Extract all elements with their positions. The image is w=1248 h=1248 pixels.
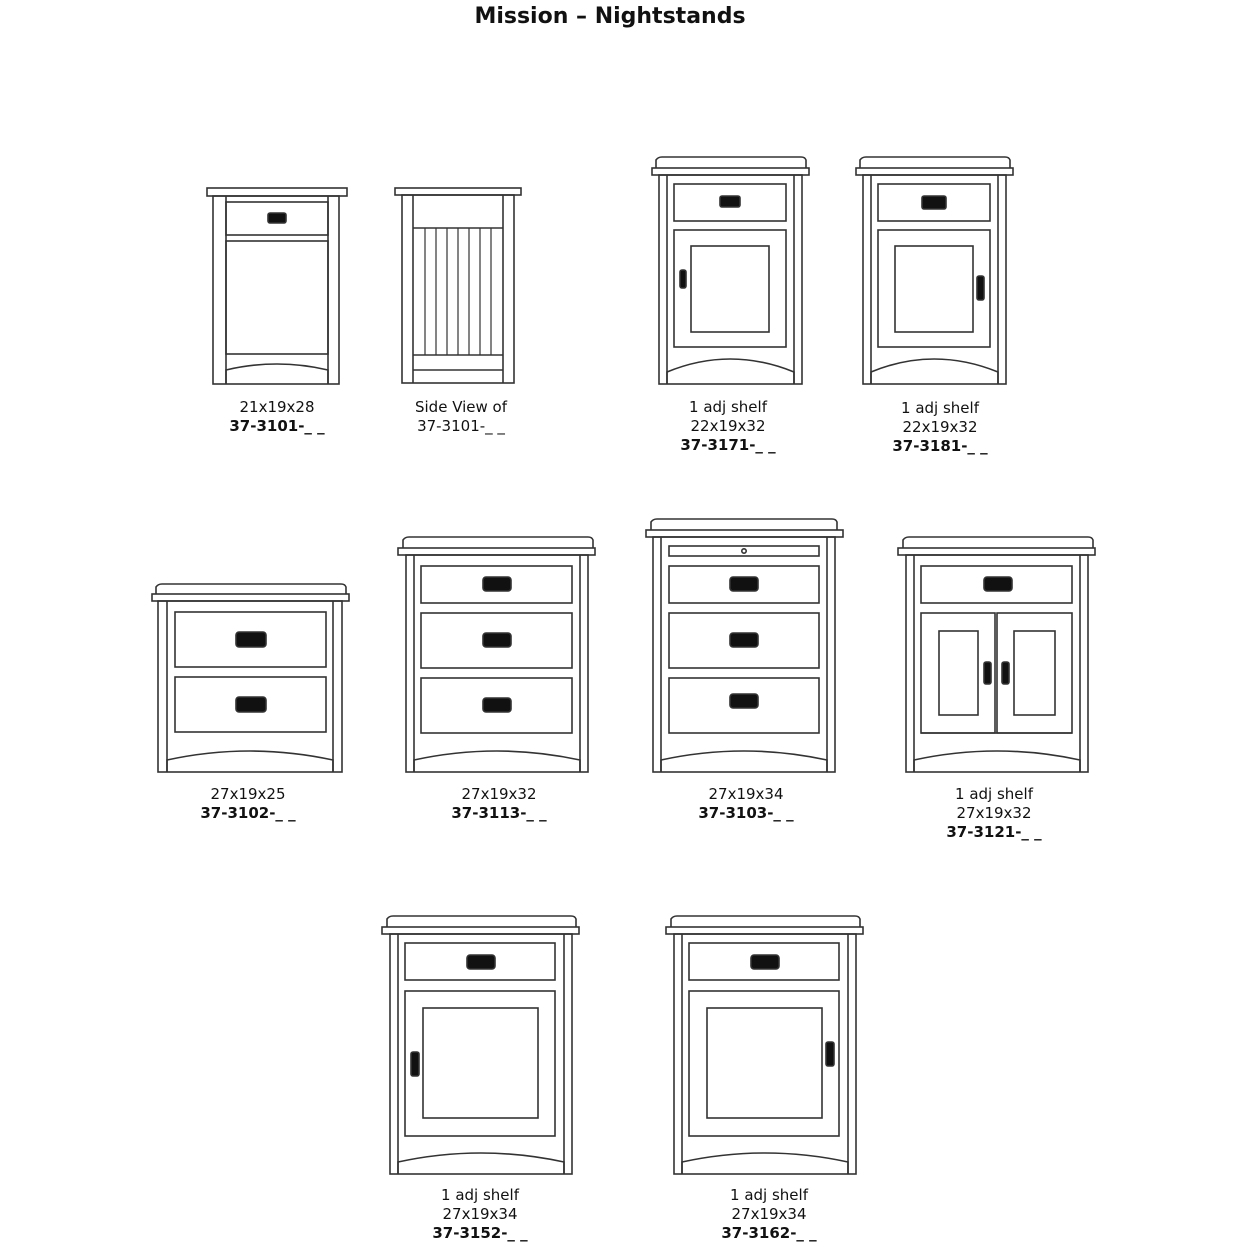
caption-line: 27x19x34: [708, 785, 784, 803]
nightstand-37-3101-drawing: [207, 188, 347, 384]
caption-line: 1 adj shelf: [730, 1186, 808, 1204]
nightstand-37-3102-drawing: [152, 584, 349, 772]
caption-37-3113: [389, 785, 609, 823]
page-title: Mission – Nightstands: [474, 4, 746, 29]
caption-line: 37-3101-_ _: [417, 417, 505, 435]
product-code: 37-3121-_ _: [946, 823, 1042, 841]
caption-line: 27x19x34: [442, 1205, 518, 1223]
caption-line: 1 adj shelf: [901, 399, 979, 417]
caption-line: 22x19x32: [902, 418, 978, 436]
product-code: 37-3162-_ _: [721, 1224, 817, 1242]
caption-37-3162: [659, 1186, 879, 1243]
nightstand-37-3103-drawing: [646, 519, 843, 772]
product-code: 37-3113-_ _: [451, 804, 547, 822]
caption-line: 27x19x32: [956, 804, 1032, 822]
product-code: 37-3181-_ _: [892, 437, 988, 455]
caption-line: 1 adj shelf: [689, 398, 767, 416]
caption-37-3102: [138, 785, 358, 823]
nightstand-37-3181-drawing: [856, 157, 1013, 384]
caption-line: Side View of: [414, 398, 508, 416]
nightstand-37-3152-drawing: [382, 916, 579, 1174]
caption-line: 27x19x32: [461, 785, 537, 803]
product-code: 37-3103-_ _: [698, 804, 794, 822]
product-code: 37-3152-_ _: [432, 1224, 528, 1242]
caption-line: 27x19x34: [731, 1205, 807, 1223]
nightstand-side-view-drawing: [395, 188, 521, 383]
nightstand-37-3113-drawing: [398, 537, 595, 772]
caption-line: 27x19x25: [210, 785, 286, 803]
caption-side-view: [351, 398, 571, 436]
caption-37-3121: [884, 785, 1104, 842]
product-code: 37-3102-_ _: [200, 804, 296, 822]
caption-37-3152: [370, 1186, 590, 1243]
caption-line: 1 adj shelf: [955, 785, 1033, 803]
nightstand-37-3171-drawing: [652, 157, 809, 384]
product-code: 37-3171-_ _: [680, 436, 776, 454]
product-code: 37-3101-_ _: [229, 417, 325, 435]
caption-line: 22x19x32: [690, 417, 766, 435]
caption-line: 21x19x28: [239, 398, 315, 416]
nightstand-37-3121-drawing: [898, 537, 1095, 772]
nightstand-37-3162-drawing: [666, 916, 863, 1174]
caption-37-3103: [636, 785, 856, 823]
caption-37-3171: [618, 398, 838, 455]
caption-37-3181: [830, 399, 1050, 456]
caption-line: 1 adj shelf: [441, 1186, 519, 1204]
